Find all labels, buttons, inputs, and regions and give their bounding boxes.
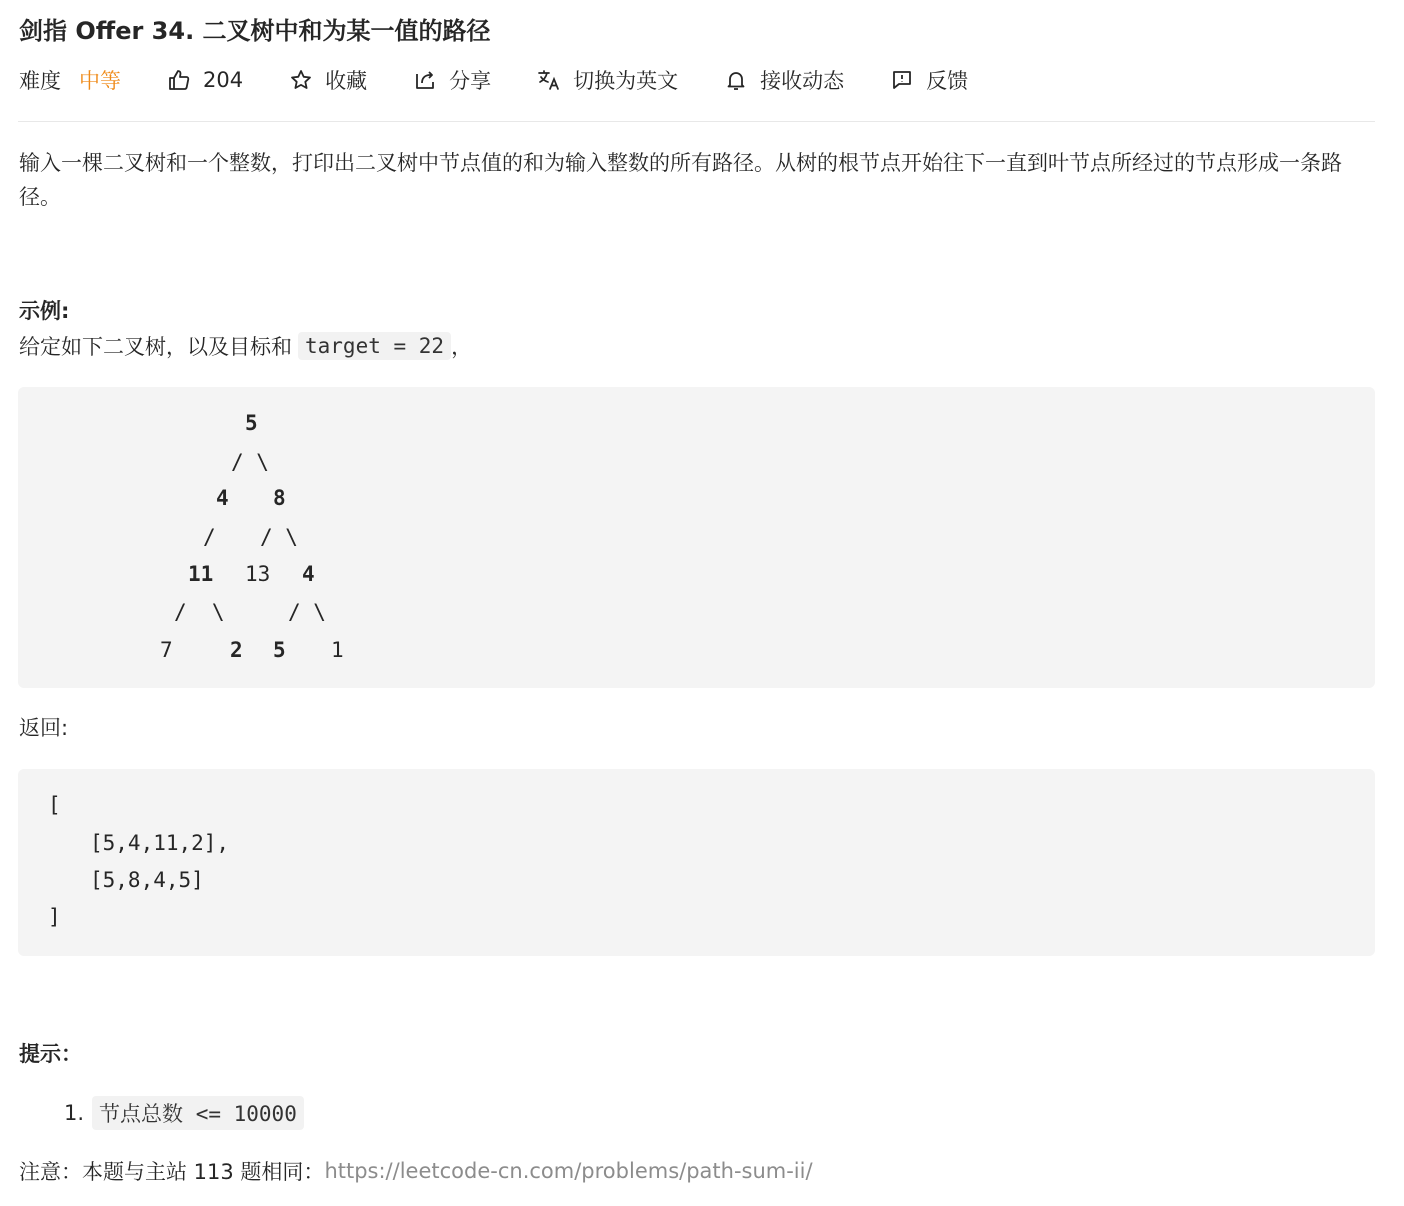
tree-edge: / \ <box>260 525 298 549</box>
example-intro <box>19 328 472 364</box>
target-code: target = 22 <box>298 332 451 360</box>
thumbs-up-icon <box>167 68 191 92</box>
result-line: [ <box>48 793 61 817</box>
example-intro-text: 给定如下二叉树，以及目标和 <box>19 335 292 359</box>
example-title: 示例: <box>19 299 70 323</box>
difficulty-badge: 中等 <box>79 69 121 93</box>
problem-description: 输入一棵二叉树和一个整数，打印出二叉树中节点值的和为输入整数的所有路径。从树的根节点开始往下一直到叶节点所经过的节点形成一条路径。 <box>19 151 1342 209</box>
feedback-button[interactable] <box>890 65 968 95</box>
hint-code: 节点总数 <= 10000 <box>92 1096 304 1130</box>
switch-language-button[interactable] <box>537 65 678 95</box>
share-label: 分享 <box>449 69 492 93</box>
hint-list-item <box>64 1095 304 1131</box>
tree-edge: / <box>203 525 216 549</box>
tree-node: 4 <box>216 486 229 510</box>
result-code-block <box>18 769 1375 956</box>
return-label: 返回: <box>19 716 69 740</box>
result-line: [5,4,11,2], <box>90 831 230 855</box>
problem-link[interactable]: https://leetcode-cn.com/problems/path-sum-ii/ <box>324 1159 813 1183</box>
note-line <box>19 1153 813 1189</box>
tree-edge: / \ <box>174 600 225 624</box>
tree-node: 13 <box>245 562 271 586</box>
result-line: ] <box>48 905 61 929</box>
tree-node: 7 <box>160 638 173 662</box>
difficulty-label: 难度 <box>19 69 61 93</box>
tree-edge: / \ <box>231 450 269 474</box>
share-button[interactable] <box>413 65 491 95</box>
tree-node: 4 <box>302 562 315 586</box>
favorite-label: 收藏 <box>325 69 368 93</box>
notify-button[interactable] <box>724 65 844 95</box>
note-text: 注意：本题与主站 113 题相同： <box>19 1160 325 1184</box>
problem-title: 剑指 Offer 34. 二叉树中和为某一值的路径 <box>19 17 491 45</box>
tree-node: 5 <box>245 411 258 435</box>
feedback-label: 反馈 <box>926 69 969 93</box>
feedback-icon <box>890 68 914 92</box>
tree-node: 8 <box>273 486 286 510</box>
switch-language-label: 切换为英文 <box>573 69 679 93</box>
tree-node: 2 <box>230 638 243 662</box>
translate-icon <box>537 68 561 92</box>
like-count: 204 <box>203 68 244 92</box>
tree-edge: / \ <box>288 600 326 624</box>
star-icon <box>289 68 313 92</box>
tree-code-block <box>18 387 1375 688</box>
share-icon <box>413 68 437 92</box>
problem-meta-bar <box>19 62 968 98</box>
hint-number: 1. <box>64 1101 85 1125</box>
like-button[interactable] <box>167 68 243 92</box>
notify-label: 接收动态 <box>760 69 845 93</box>
hints-title: 提示： <box>19 1042 82 1066</box>
bell-icon <box>724 68 748 92</box>
tree-node: 5 <box>273 638 286 662</box>
tree-node: 1 <box>331 638 344 662</box>
favorite-button[interactable] <box>289 65 367 95</box>
header-divider <box>18 121 1375 122</box>
result-line: [5,8,4,5] <box>90 868 204 892</box>
example-intro-suffix: ， <box>451 335 473 359</box>
tree-node: 11 <box>188 562 214 586</box>
